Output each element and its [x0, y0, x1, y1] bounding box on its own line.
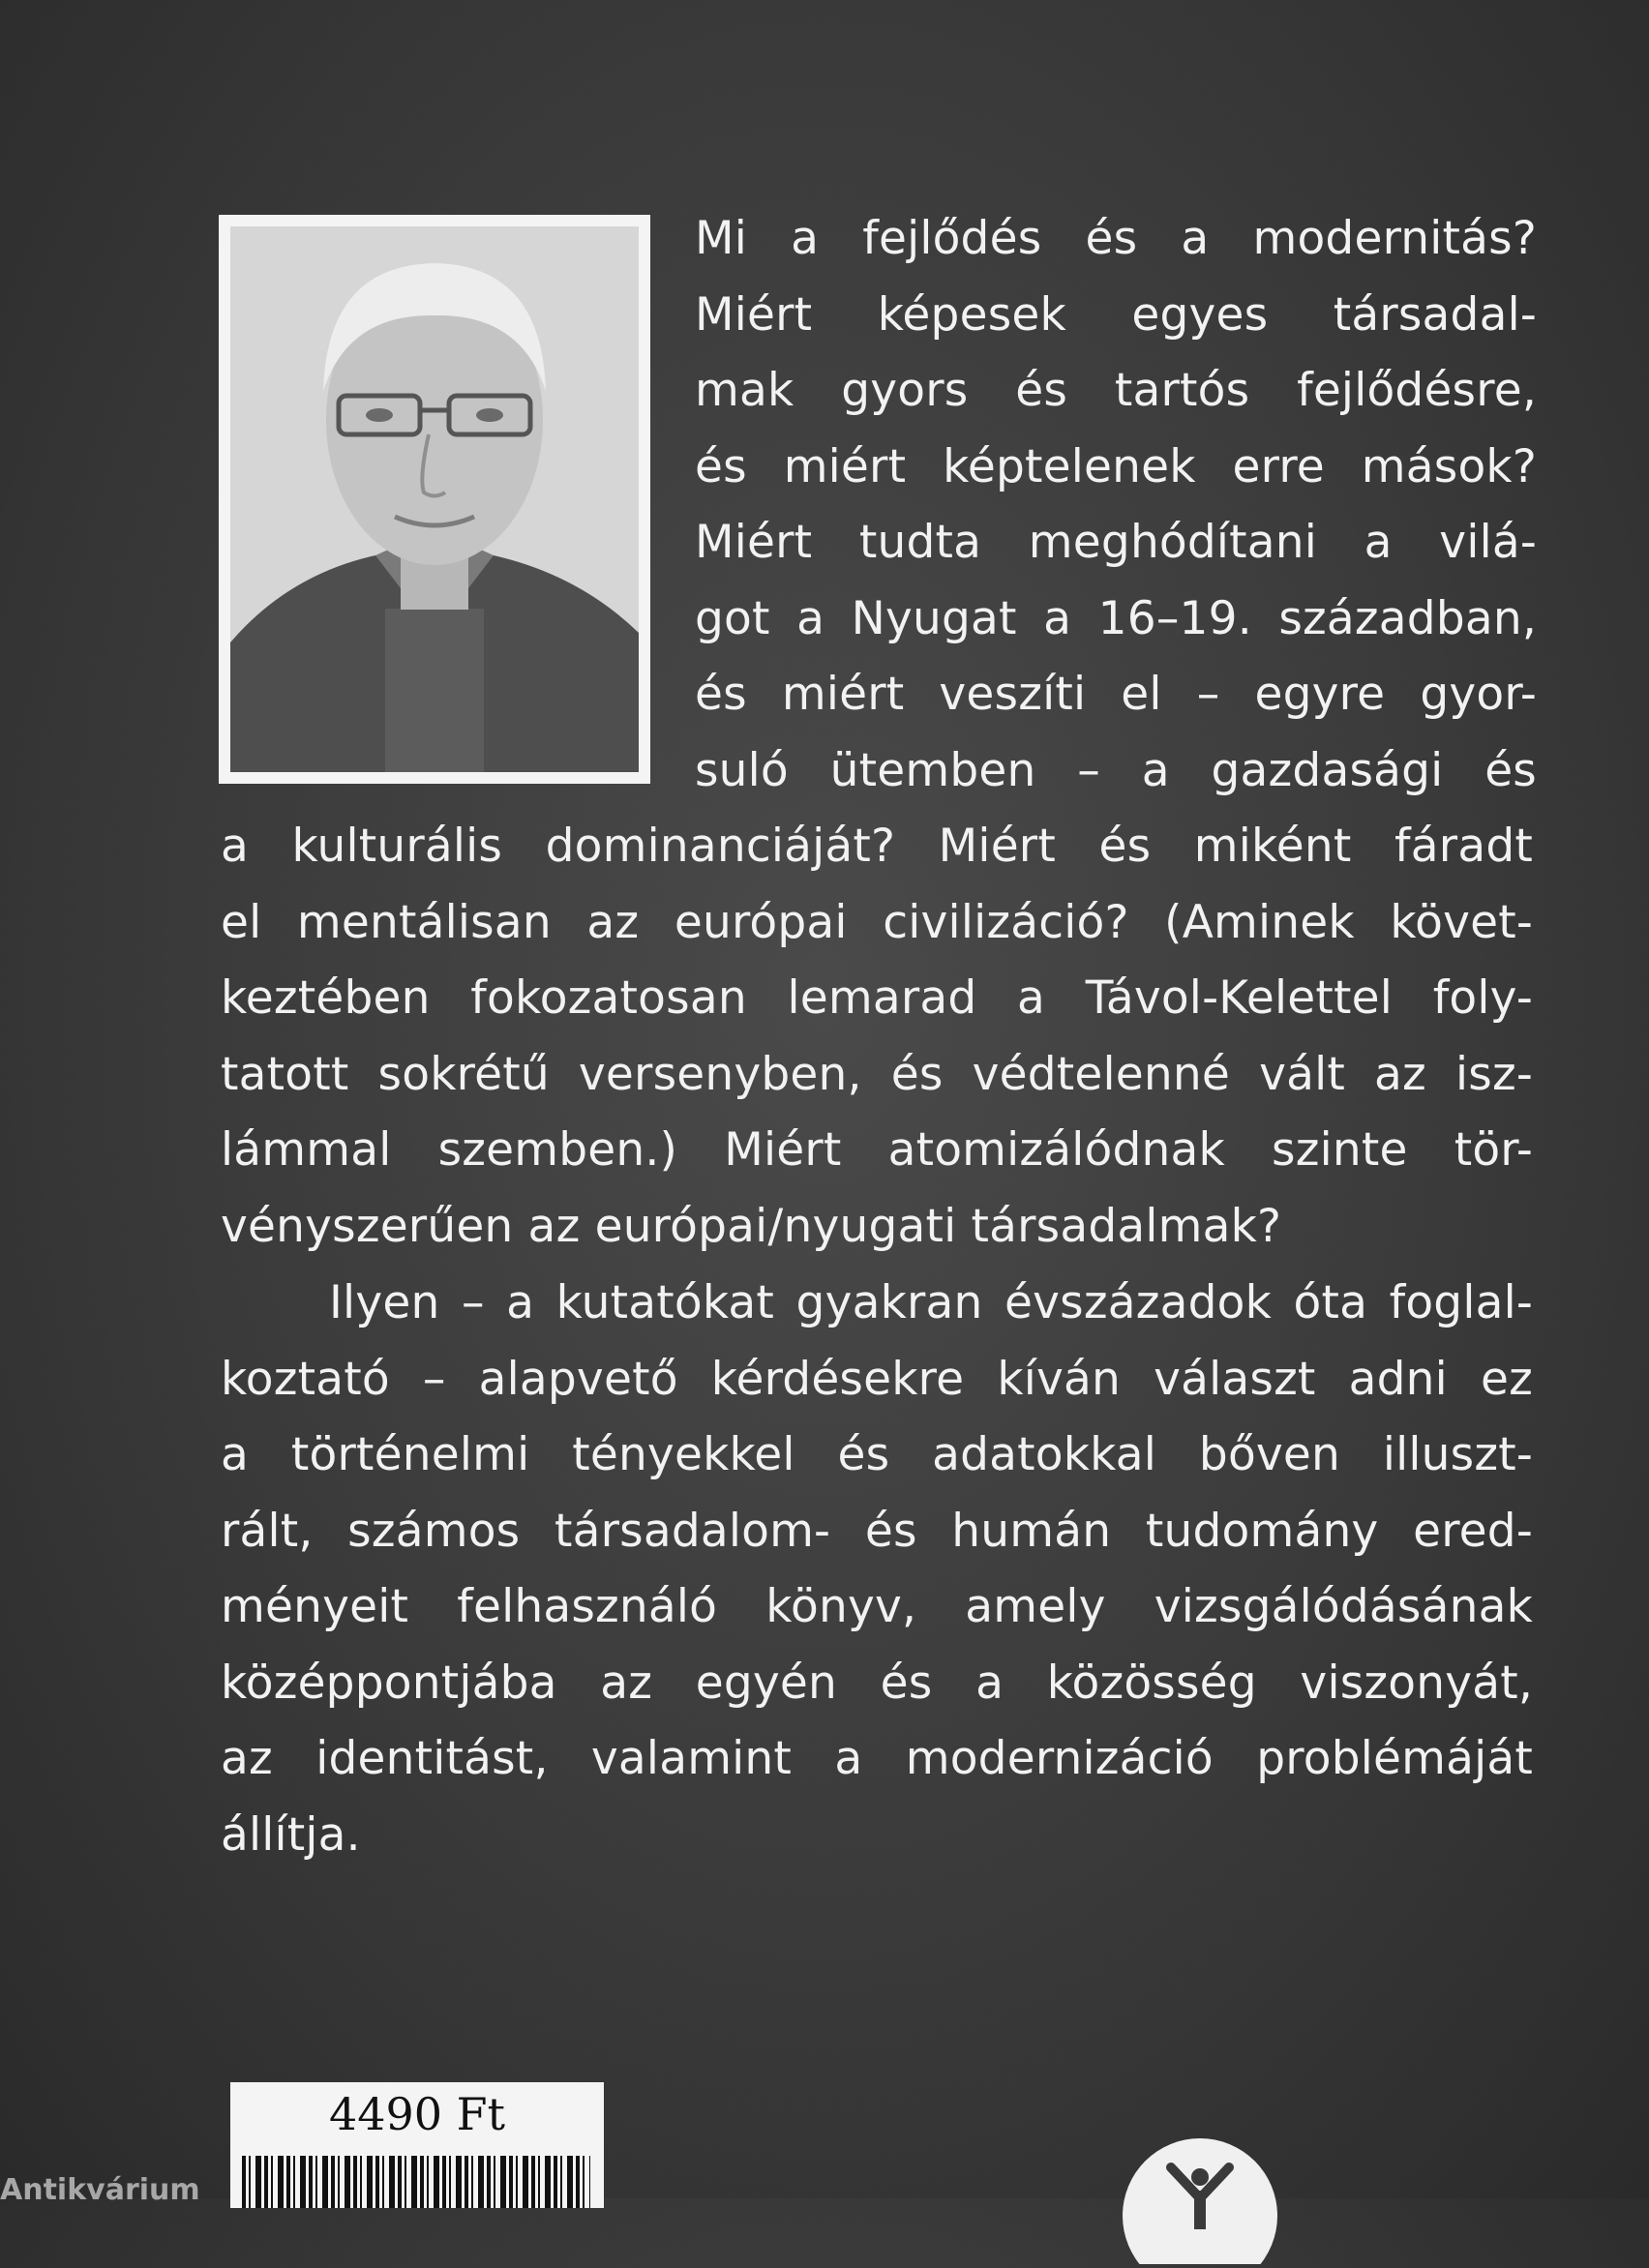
blurb-line: keztében fokozatosan lemarad a Távol-Kelettel foly-: [221, 971, 1533, 1025]
blurb-line: ményeit felhasználó könyv, amely vizsgálódásának: [221, 1580, 1533, 1633]
blurb-line: a kulturális dominanciáját? Miért és miként fáradt: [221, 820, 1533, 873]
blurb-line: és miért képtelenek erre mások?: [695, 439, 1537, 493]
blurb-line: koztató – alapvető kérdésekre kíván választ adni ez: [221, 1352, 1533, 1406]
blurb-line: got a Nyugat a 16–19. században,: [695, 591, 1537, 645]
blurb-paragraph-2: [221, 1266, 1533, 1873]
blurb-paragraph-1-bottom: [221, 809, 1533, 1265]
blurb-line: lámmal szemben.) Miért atomizálódnak szinte tör-: [221, 1123, 1533, 1177]
author-portrait-photo: [230, 226, 639, 772]
author-photo-frame: [219, 215, 650, 784]
blurb-line: állítja.: [221, 1807, 361, 1862]
blurb-line: Ilyen – a kutatókat gyakran évszázadok óta foglal-: [329, 1276, 1533, 1329]
blurb-line: rált, számos társadalom- és humán tudomány ered-: [221, 1504, 1533, 1558]
blurb-line: tatott sokrétű versenyben, és védtelenné vált az isz-: [221, 1047, 1533, 1101]
blurb-line: Miért képesek egyes társadal-: [695, 287, 1537, 342]
blurb-paragraph-1-top: [695, 201, 1537, 809]
antikvarium-stamp: Antikvárium: [0, 2173, 200, 2207]
price-text: 4490 Ft: [328, 2088, 506, 2140]
price-label: [230, 2082, 604, 2208]
blurb-line: és miért veszíti el – egyre gyor-: [695, 668, 1537, 721]
blurb-line: az identitást, valamint a modernizáció problémáját: [221, 1732, 1533, 1785]
blurb-line: mak gyors és tartós fejlődésre,: [695, 364, 1537, 417]
blurb-line: középpontjába az egyén és a közösség viszonyát,: [221, 1656, 1533, 1710]
publisher-logo-icon: [1113, 2129, 1287, 2264]
barcode-icon: [242, 2156, 590, 2208]
blurb-line: Mi a fejlődés és a modernitás?: [695, 212, 1537, 265]
blurb-line: a történelmi tényekkel és adatokkal bőven illuszt-: [221, 1428, 1533, 1481]
blurb-line: Miért tudta meghódítani a vilá-: [695, 516, 1537, 569]
blurb-line: vényszerűen az európai/nyugati társadalmak?: [221, 1199, 1282, 1253]
blurb-line: suló ütemben – a gazdasági és: [695, 743, 1537, 797]
blurb-line: el mentálisan az európai civilizáció? (Aminek követ-: [221, 895, 1533, 949]
